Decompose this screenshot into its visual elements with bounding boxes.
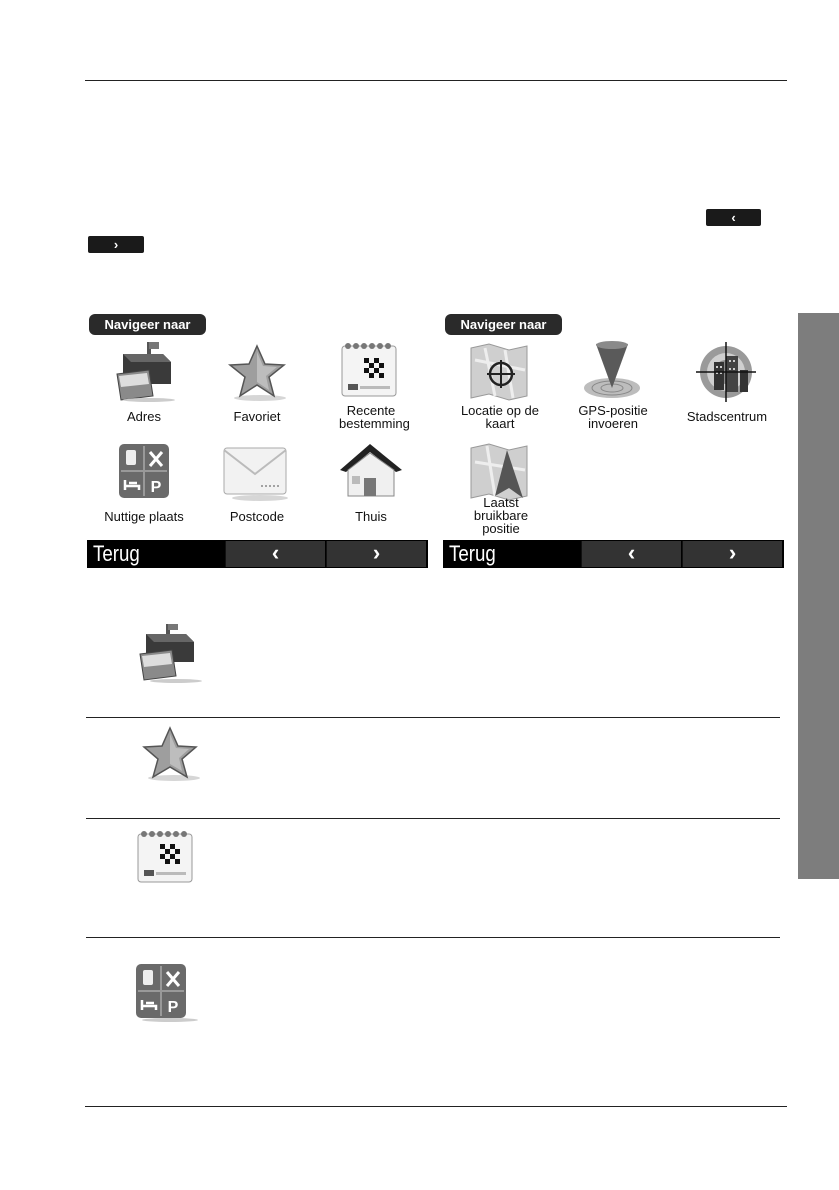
- city-target-icon: [692, 340, 762, 402]
- tile-adres[interactable]: [87, 340, 201, 440]
- house-icon: [336, 440, 406, 502]
- calendar-flag-icon: [336, 340, 406, 402]
- next-page-button[interactable]: ›: [682, 541, 782, 567]
- envelope-icon: [222, 440, 292, 502]
- bottom-bar: [443, 540, 784, 568]
- tile-postcode[interactable]: [200, 440, 314, 540]
- tile-nuttige-plaats[interactable]: [87, 440, 201, 540]
- gps-pin-icon: [578, 340, 648, 402]
- next-page-button[interactable]: ›: [326, 541, 426, 567]
- row-divider: [86, 937, 780, 938]
- mailbox-icon: [130, 624, 206, 684]
- screen-header: Navigeer naar: [89, 314, 206, 335]
- bottom-bar: [87, 540, 428, 568]
- navigate-screen-2: [443, 312, 784, 568]
- back-button[interactable]: Terug: [93, 541, 140, 566]
- mailbox-icon: [109, 340, 179, 402]
- map-arrow-icon: [465, 440, 535, 502]
- svg-text:P: P: [150, 479, 162, 496]
- row-divider: [86, 717, 780, 718]
- header-rule: [85, 80, 787, 81]
- tile-label: Adres: [127, 409, 161, 424]
- inline-prev-button: ‹: [706, 209, 761, 226]
- tile-gps-positie-invoeren[interactable]: [556, 340, 670, 440]
- prev-page-button[interactable]: ‹: [581, 541, 681, 567]
- footer-rule: [85, 1106, 787, 1107]
- inline-next-button: ›: [88, 236, 144, 253]
- prev-page-button[interactable]: ‹: [225, 541, 325, 567]
- tile-favoriet[interactable]: [200, 340, 314, 440]
- screen-header: Navigeer naar: [445, 314, 562, 335]
- tile-label: Recente bestemming: [339, 403, 410, 431]
- svg-text:P: P: [167, 999, 179, 1016]
- tile-label: Postcode: [229, 509, 285, 524]
- chapter-side-tab: [798, 313, 839, 879]
- tile-laatst-bruikbare-positie[interactable]: [443, 440, 557, 540]
- map-crosshair-icon: [465, 340, 535, 402]
- calendar-flag-icon: [130, 828, 206, 888]
- row-divider: [86, 818, 780, 819]
- tile-label: Nuttige plaats: [104, 509, 184, 524]
- tile-label: Thuis: [355, 509, 387, 524]
- star-icon: [222, 340, 292, 402]
- tile-label: Laatst bruikbare positie: [473, 495, 529, 536]
- poi-icon: [130, 962, 206, 1022]
- tile-stadscentrum[interactable]: [670, 340, 784, 440]
- tile-thuis[interactable]: [314, 440, 428, 540]
- tile-recente-bestemming[interactable]: [314, 340, 428, 440]
- tile-label: Locatie op de kaart: [460, 403, 540, 431]
- tile-label: Stadscentrum: [686, 409, 768, 424]
- back-button[interactable]: Terug: [449, 541, 496, 566]
- star-icon: [130, 724, 206, 784]
- navigate-screen-1: [87, 312, 428, 568]
- tile-label: Favoriet: [233, 409, 281, 424]
- tile-label: GPS-positie invoeren: [578, 403, 648, 431]
- tile-locatie-op-de-kaart[interactable]: [443, 340, 557, 440]
- poi-icon: [109, 440, 179, 502]
